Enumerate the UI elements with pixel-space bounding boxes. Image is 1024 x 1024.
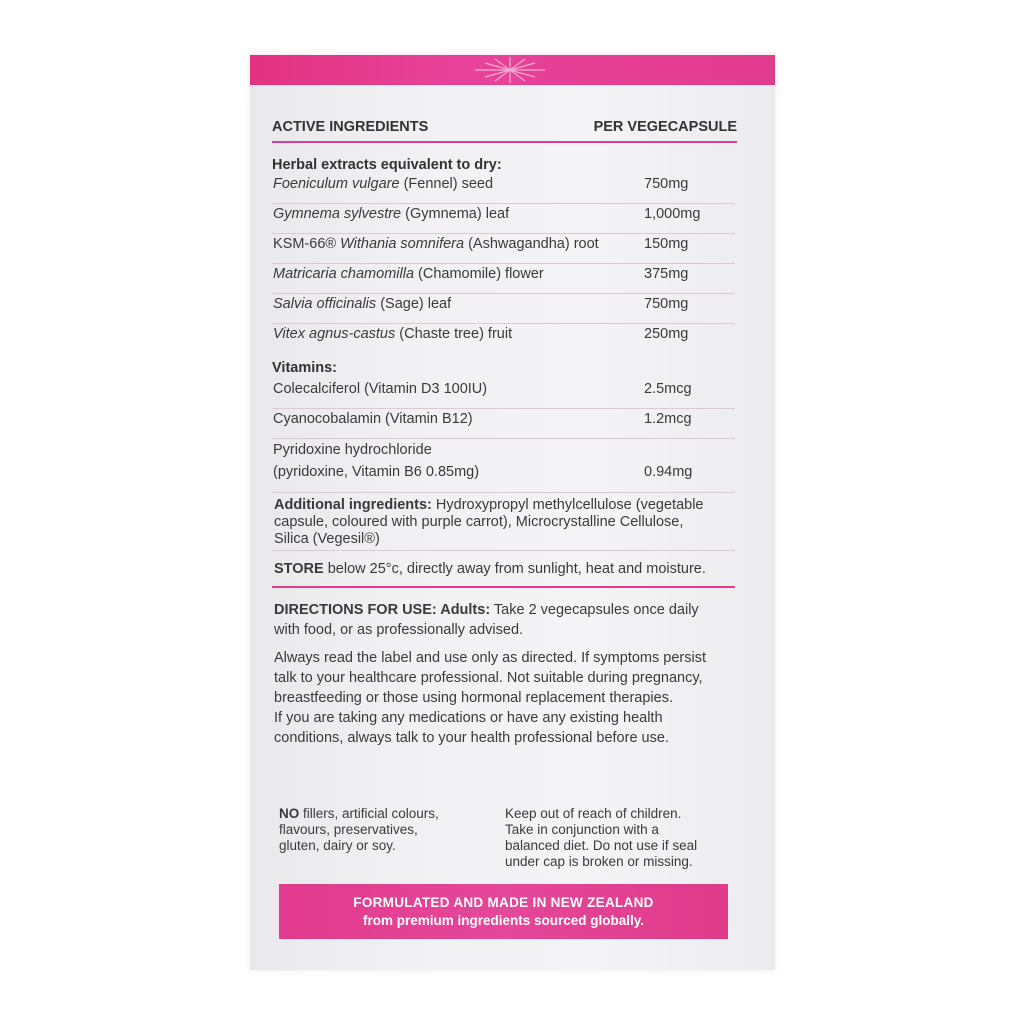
no-fillers-note	[279, 806, 439, 854]
ingredient-name: Vitex agnus-castus (Chaste tree) fruit	[273, 326, 513, 342]
vitamins-title: Vitamins:	[272, 360, 338, 376]
directions-for-use	[274, 600, 744, 640]
children-warning	[505, 806, 697, 870]
ingredient-amount: 0.94mg	[644, 464, 693, 480]
ingredient-row	[272, 265, 735, 294]
no-fillers-text-2: flavours, preservatives,	[279, 822, 418, 837]
warning-line: talk to your healthcare professional. Not suitable during pregnancy,	[274, 670, 703, 686]
warning-line: conditions, always talk to your health professional before use.	[274, 730, 669, 746]
made-in-nz-banner	[279, 884, 728, 939]
ingredient-amount: 250mg	[644, 326, 689, 342]
store-label: STORE	[274, 561, 324, 577]
ingredient-amount: 750mg	[644, 176, 689, 192]
divider	[272, 550, 735, 551]
warning-line: Always read the label and use only as directed. If symptoms persist	[274, 650, 706, 666]
ingredient-name: Matricaria chamomilla (Chamomile) flower	[273, 266, 544, 282]
additional-ingredients	[274, 497, 744, 548]
ingredient-amount: 2.5mcg	[644, 381, 692, 397]
ingredient-name: Gymnema sylvestre (Gymnema) leaf	[273, 206, 510, 222]
ingredient-amount: 750mg	[644, 296, 689, 312]
ingredient-amount: 1.2mcg	[644, 411, 692, 427]
pink-divider	[272, 586, 735, 588]
ingredients-header	[272, 119, 737, 143]
directions-text-2: with food, or as professionally advised.	[274, 622, 524, 638]
ingredient-name: KSM-66® Withania somnifera (Ashwagandha) root	[273, 236, 599, 252]
children-warning-line: balanced diet. Do not use if seal	[505, 838, 698, 853]
warning-line: breastfeeding or those using hormonal replacement therapies.	[274, 690, 673, 706]
ingredient-name: Cyanocobalamin (Vitamin B12)	[273, 411, 473, 427]
warning-line: If you are taking any medications or have any existing health	[274, 710, 663, 726]
active-ingredients-heading: ACTIVE INGREDIENTS	[272, 119, 429, 135]
ingredient-row	[272, 295, 735, 324]
store-text: below 25°c, directly away from sunlight, heat and moisture.	[323, 561, 706, 577]
additional-text-1: Hydroxypropyl methylcellulose (vegetable	[431, 497, 704, 513]
warning-text	[274, 648, 744, 748]
additional-label: Additional ingredients:	[274, 497, 432, 513]
children-warning-line: Take in conjunction with a	[505, 822, 659, 837]
brand-emblem-icon	[465, 57, 555, 83]
ingredient-amount: 375mg	[644, 266, 689, 282]
ingredient-name: Colecalciferol (Vitamin D3 100IU)	[273, 381, 488, 397]
no-label: NO	[279, 806, 300, 821]
ingredient-name: Foeniculum vulgare (Fennel) seed	[273, 176, 494, 192]
ingredient-name: Salvia officinalis (Sage) leaf	[273, 296, 452, 312]
ingredient-row	[272, 235, 735, 264]
banner-line-2: from premium ingredients sourced globally.	[362, 913, 645, 928]
additional-text-2: capsule, coloured with purple carrot), Microcrystalline Cellulose,	[274, 514, 684, 530]
ingredient-row	[272, 325, 735, 353]
no-fillers-text-1: fillers, artificial colours,	[299, 806, 439, 821]
additional-text-3: Silica (Vegesil®)	[274, 531, 380, 547]
ingredient-row-b6	[272, 442, 735, 493]
storage-note	[274, 561, 744, 578]
ingredient-amount: 1,000mg	[644, 206, 701, 222]
product-box-back	[250, 55, 775, 970]
ingredient-name: Pyridoxine hydrochloride	[273, 442, 432, 458]
ingredient-row	[272, 175, 735, 204]
ingredient-row	[272, 205, 735, 234]
directions-label: DIRECTIONS FOR USE: Adults:	[274, 602, 491, 618]
ingredient-row	[272, 410, 735, 439]
ingredient-amount: 150mg	[644, 236, 689, 252]
herbal-extracts-title: Herbal extracts equivalent to dry:	[272, 157, 502, 173]
ingredient-row	[272, 380, 735, 409]
banner-line-1: FORMULATED AND MADE IN NEW ZEALAND	[353, 895, 654, 910]
children-warning-line: under cap is broken or missing.	[505, 854, 693, 869]
no-fillers-text-3: gluten, dairy or soy.	[279, 838, 396, 853]
per-vegecapsule-heading: PER VEGECAPSULE	[593, 119, 737, 135]
directions-text-1: Take 2 vegecapsules once daily	[490, 602, 699, 618]
children-warning-line: Keep out of reach of children.	[505, 806, 682, 821]
ingredient-name-cont: (pyridoxine, Vitamin B6 0.85mg)	[273, 464, 480, 480]
pink-top-band	[250, 55, 775, 85]
